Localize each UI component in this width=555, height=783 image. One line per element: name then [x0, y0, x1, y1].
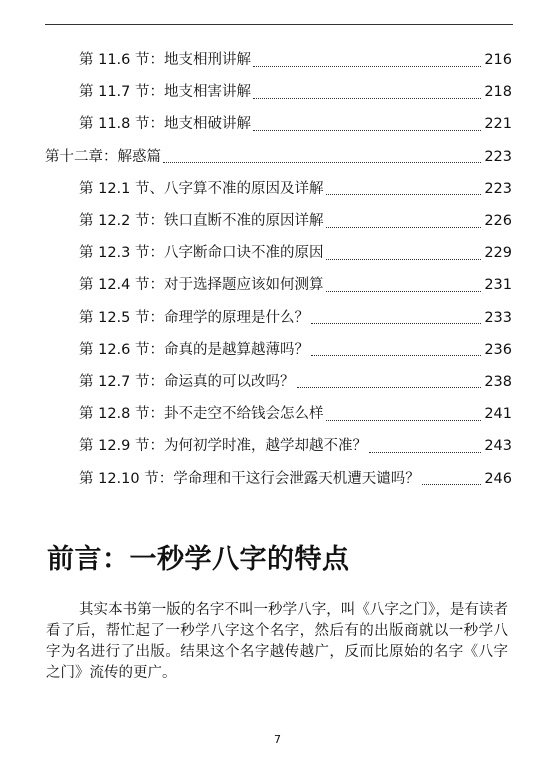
- toc-leader-dots: [163, 162, 481, 163]
- toc-entry-label: 第 12.2 节：铁口直断不准的原因详解: [79, 213, 324, 230]
- toc-entry-page: 241: [484, 406, 512, 423]
- toc-leader-dots: [297, 387, 481, 388]
- toc-entry: [0, 398, 555, 430]
- toc-leader-dots: [326, 194, 481, 195]
- toc-entry-label: 第 11.7 节：地支相害讲解: [79, 84, 252, 101]
- toc-leader-dots: [253, 66, 481, 67]
- toc-entry-label: 第 12.10 节：学命理和干这行会泄露天机遭天谴吗？: [79, 470, 420, 487]
- toc-entry: [0, 269, 555, 301]
- toc-entry-page: 243: [484, 438, 512, 455]
- toc-entry-page: 246: [484, 470, 512, 487]
- toc-entry-page: 226: [484, 213, 512, 230]
- toc-leader-dots: [369, 452, 481, 453]
- toc-entry-page: 223: [484, 180, 512, 197]
- toc-leader-dots: [311, 323, 481, 324]
- header-rule: [45, 24, 513, 25]
- toc-entry-page: 216: [484, 52, 512, 69]
- toc-entry-label: 第 11.8 节：地支相破讲解: [79, 116, 252, 133]
- toc-entry: [0, 173, 555, 205]
- toc-entry-label: 第 12.9 节：为何初学时准，越学却越不准？: [79, 438, 368, 455]
- toc-leader-dots: [326, 259, 481, 260]
- toc-leader-dots: [326, 291, 481, 292]
- toc-entry-label: 第 12.4 节：对于选择题应该如何测算: [79, 277, 324, 294]
- toc-entry: [0, 76, 555, 108]
- toc-entry-page: 238: [484, 373, 512, 390]
- toc-leader-dots: [253, 98, 481, 99]
- toc-leader-dots: [326, 227, 481, 228]
- toc-entry: [0, 430, 555, 462]
- toc-entry-page: 218: [484, 84, 512, 101]
- toc-entry-label: 第 12.5 节：命理学的原理是什么？: [79, 309, 310, 326]
- toc-entry: [0, 237, 555, 269]
- toc-entry-label: 第 11.6 节：地支相刑讲解: [79, 52, 252, 69]
- toc-entry: [0, 205, 555, 237]
- toc-entry-page: 229: [484, 245, 512, 262]
- toc-entry-page: 233: [484, 309, 512, 326]
- toc-leader-dots: [326, 420, 481, 421]
- toc-entry-label: 第 12.7 节：命运真的可以改吗？: [79, 373, 295, 390]
- toc-leader-dots: [422, 484, 481, 485]
- toc-entry-page: 223: [484, 148, 512, 165]
- toc-entry: [0, 108, 555, 140]
- page-number: 7: [274, 733, 281, 746]
- toc-entry-page: 236: [484, 341, 512, 358]
- toc-entry-page: 231: [484, 277, 512, 294]
- toc-entry-page: 221: [484, 116, 512, 133]
- toc-entry: [0, 366, 555, 398]
- toc-entry: [0, 334, 555, 366]
- toc-entry-label: 第 12.6 节：命真的是越算越薄吗？: [79, 341, 310, 358]
- section-heading: 前言：一秒学八字的特点: [47, 544, 350, 575]
- toc-entry-label: 第 12.8 节：卦不走空不给钱会怎么样: [79, 406, 324, 423]
- body-paragraph: 其实本书第一版的名字不叫一秒学八字，叫《八字之门》，是有读者看了后，帮忙起了一秒学八字这个名字，然后有的出版商就以一秒学八字为名进行了出版。结果这个名字越传越广，反而比原始的名字《八字之门》流传的更广。: [46, 602, 508, 681]
- toc-entry: [0, 302, 555, 334]
- toc-entry: [0, 462, 555, 494]
- toc-entry-label: 第 12.3 节：八字断命口诀不准的原因: [79, 245, 324, 262]
- toc-leader-dots: [253, 130, 481, 131]
- toc-entry-label: 第十二章：解惑篇: [45, 148, 161, 165]
- toc-entry-label: 第 12.1 节、八字算不准的原因及详解: [79, 180, 324, 197]
- toc-entry: [0, 44, 555, 76]
- toc-leader-dots: [311, 355, 481, 356]
- toc-entry: [0, 141, 555, 173]
- table-of-contents: [0, 44, 555, 495]
